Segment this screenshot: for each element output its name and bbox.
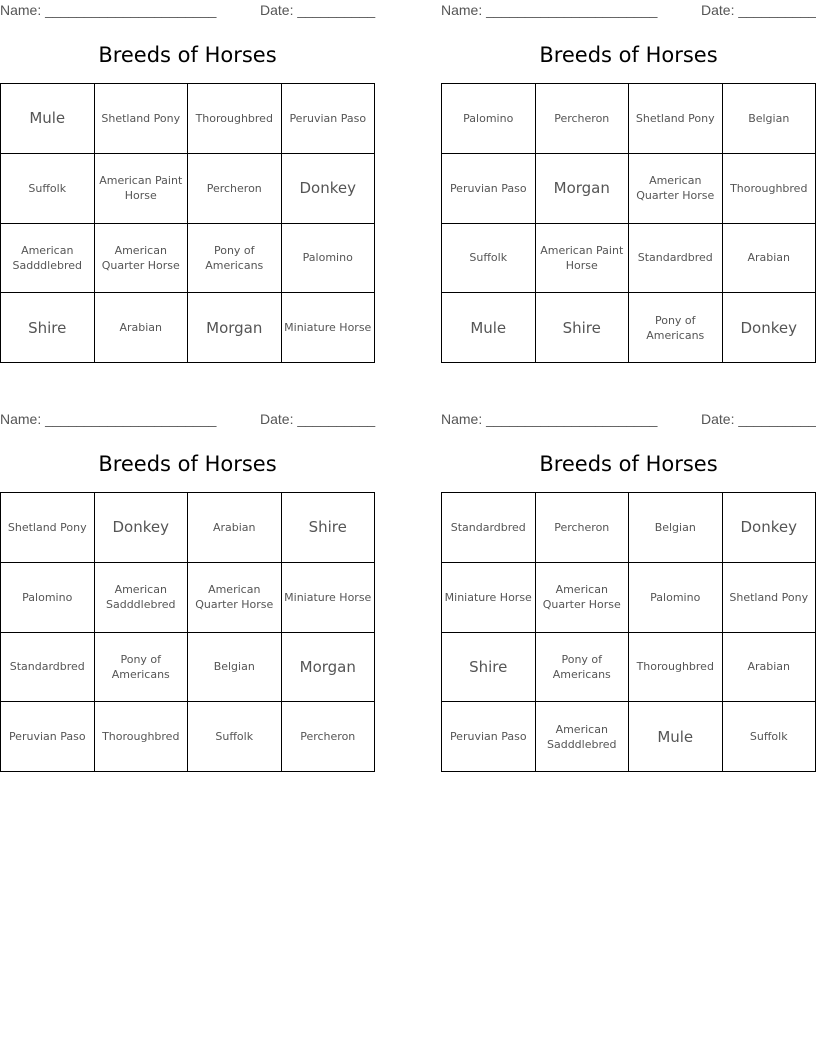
grid-cell: Pony of Americans bbox=[94, 632, 188, 702]
grid-row bbox=[1, 153, 375, 223]
grid-cell: Thoroughbred bbox=[94, 702, 188, 772]
card-title: Breeds of Horses bbox=[98, 43, 277, 67]
grid-cell: Morgan bbox=[535, 153, 629, 223]
grid-cell: Donkey bbox=[94, 493, 188, 563]
grid-cell: Shetland Pony bbox=[94, 84, 188, 154]
grid-cell: American Quarter Horse bbox=[629, 153, 723, 223]
grid-row bbox=[442, 293, 816, 363]
grid-row bbox=[442, 632, 816, 702]
name-field: Name: ______________________ bbox=[441, 2, 658, 18]
grid-cell: Shetland Pony bbox=[722, 562, 816, 632]
grid-row bbox=[1, 84, 375, 154]
bingo-card-3 bbox=[0, 409, 375, 749]
card-title: Breeds of Horses bbox=[98, 452, 277, 476]
grid-cell: Standardbred bbox=[442, 493, 536, 563]
grid-cell: Standardbred bbox=[629, 223, 723, 293]
grid-row bbox=[1, 493, 375, 563]
grid-row bbox=[1, 632, 375, 702]
grid-cell: Donkey bbox=[722, 493, 816, 563]
grid-cell: Mule bbox=[1, 84, 95, 154]
bingo-card-2 bbox=[441, 0, 816, 340]
date-field: Date: __________ bbox=[701, 411, 816, 427]
grid-cell: American Paint Horse bbox=[535, 223, 629, 293]
grid-cell: Belgian bbox=[722, 84, 816, 154]
grid-cell: American Quarter Horse bbox=[188, 562, 282, 632]
grid-row bbox=[1, 293, 375, 363]
grid-cell: Morgan bbox=[281, 632, 375, 702]
grid-row bbox=[1, 562, 375, 632]
grid-cell: Arabian bbox=[722, 223, 816, 293]
grid-cell: Suffolk bbox=[722, 702, 816, 772]
card-title: Breeds of Horses bbox=[539, 452, 718, 476]
grid-cell: Suffolk bbox=[442, 223, 536, 293]
grid-cell: Percheron bbox=[188, 153, 282, 223]
grid-cell: Thoroughbred bbox=[722, 153, 816, 223]
grid-cell: Percheron bbox=[281, 702, 375, 772]
grid-cell: Shetland Pony bbox=[1, 493, 95, 563]
grid-cell: Belgian bbox=[629, 493, 723, 563]
grid-cell: American Quarter Horse bbox=[535, 562, 629, 632]
grid-cell: Thoroughbred bbox=[188, 84, 282, 154]
card-title: Breeds of Horses bbox=[539, 43, 718, 67]
grid-cell: Palomino bbox=[1, 562, 95, 632]
date-field: Date: __________ bbox=[701, 2, 816, 18]
grid-cell: Peruvian Paso bbox=[442, 702, 536, 772]
bingo-card-1 bbox=[0, 0, 375, 340]
grid-cell: Pony of Americans bbox=[629, 293, 723, 363]
grid-cell: Morgan bbox=[188, 293, 282, 363]
name-field: Name: ______________________ bbox=[0, 2, 217, 18]
grid-cell: Thoroughbred bbox=[629, 632, 723, 702]
bingo-grid bbox=[0, 83, 375, 363]
grid-cell: Miniature Horse bbox=[281, 562, 375, 632]
grid-cell: Pony of Americans bbox=[188, 223, 282, 293]
header-line bbox=[0, 2, 375, 20]
grid-cell: Palomino bbox=[442, 84, 536, 154]
grid-cell: American Paint Horse bbox=[94, 153, 188, 223]
grid-cell: Donkey bbox=[722, 293, 816, 363]
grid-cell: Mule bbox=[629, 702, 723, 772]
grid-cell: Suffolk bbox=[1, 153, 95, 223]
date-field: Date: __________ bbox=[260, 2, 376, 18]
date-field: Date: __________ bbox=[260, 411, 376, 427]
header-line bbox=[0, 411, 375, 429]
grid-row bbox=[442, 702, 816, 772]
bingo-grid bbox=[441, 83, 816, 363]
grid-cell: Peruvian Paso bbox=[1, 702, 95, 772]
grid-cell: American Sadddlebred bbox=[94, 562, 188, 632]
bingo-grid bbox=[441, 492, 816, 772]
bingo-card-4 bbox=[441, 409, 816, 749]
grid-cell: Mule bbox=[442, 293, 536, 363]
grid-cell: Arabian bbox=[188, 493, 282, 563]
grid-cell: American Sadddlebred bbox=[1, 223, 95, 293]
grid-cell: Shire bbox=[281, 493, 375, 563]
grid-cell: Percheron bbox=[535, 84, 629, 154]
grid-cell: Suffolk bbox=[188, 702, 282, 772]
grid-cell: Shire bbox=[1, 293, 95, 363]
grid-cell: American Sadddlebred bbox=[535, 702, 629, 772]
name-field: Name: ______________________ bbox=[0, 411, 217, 427]
header-line bbox=[441, 2, 816, 20]
grid-cell: American Quarter Horse bbox=[94, 223, 188, 293]
bingo-grid bbox=[0, 492, 375, 772]
grid-cell: Percheron bbox=[535, 493, 629, 563]
grid-row bbox=[442, 153, 816, 223]
grid-row bbox=[442, 223, 816, 293]
grid-cell: Palomino bbox=[281, 223, 375, 293]
grid-cell: Donkey bbox=[281, 153, 375, 223]
grid-cell: Shire bbox=[535, 293, 629, 363]
grid-cell: Shetland Pony bbox=[629, 84, 723, 154]
grid-row bbox=[442, 84, 816, 154]
name-field: Name: ______________________ bbox=[441, 411, 658, 427]
grid-cell: Arabian bbox=[722, 632, 816, 702]
grid-cell: Miniature Horse bbox=[281, 293, 375, 363]
grid-cell: Standardbred bbox=[1, 632, 95, 702]
grid-row bbox=[1, 702, 375, 772]
grid-cell: Peruvian Paso bbox=[281, 84, 375, 154]
grid-cell: Belgian bbox=[188, 632, 282, 702]
header-line bbox=[441, 411, 816, 429]
grid-cell: Miniature Horse bbox=[442, 562, 536, 632]
grid-cell: Peruvian Paso bbox=[442, 153, 536, 223]
grid-cell: Palomino bbox=[629, 562, 723, 632]
grid-cell: Shire bbox=[442, 632, 536, 702]
grid-cell: Pony of Americans bbox=[535, 632, 629, 702]
grid-row bbox=[442, 562, 816, 632]
grid-row bbox=[1, 223, 375, 293]
grid-row bbox=[442, 493, 816, 563]
grid-cell: Arabian bbox=[94, 293, 188, 363]
